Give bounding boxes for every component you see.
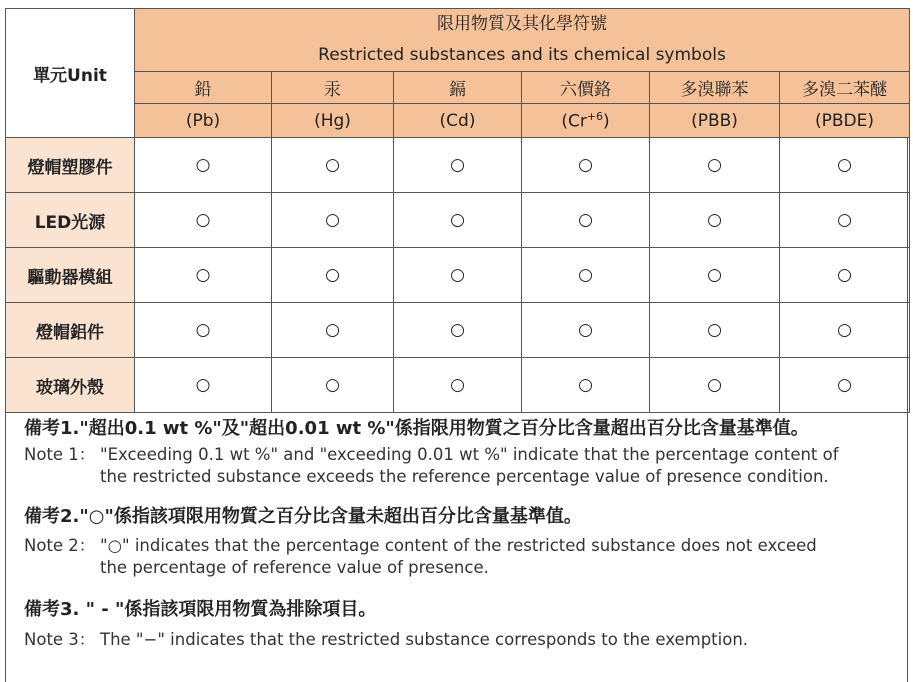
- note-1-en: [24, 444, 904, 488]
- compliance-cell: ○: [522, 248, 650, 303]
- compliance-cell: ○: [135, 138, 272, 193]
- table-row: [6, 248, 910, 303]
- compliance-cell: ○: [650, 303, 780, 358]
- compliance-cell: ○: [650, 358, 780, 413]
- compliance-cell: ○: [135, 248, 272, 303]
- row-unit-label: 驅動器模組: [6, 248, 135, 303]
- header-row-cn: [6, 72, 910, 104]
- compliance-cell: ○: [522, 138, 650, 193]
- substance-symbol-hg: (Hg): [272, 104, 394, 138]
- unit-header: 單元Unit: [6, 9, 135, 138]
- table-row: [6, 138, 910, 193]
- compliance-cell: ○: [272, 138, 394, 193]
- compliance-cell: ○: [394, 303, 522, 358]
- substance-cn-hg: 汞: [272, 72, 394, 104]
- note-2-en: [24, 535, 904, 579]
- note-2-cn: 備考2."○"係指該項限用物質之百分比含量未超出百分比含量基準值。: [24, 506, 582, 527]
- substance-symbol-cd: (Cd): [394, 104, 522, 138]
- note-3-line1: The "−" indicates that the restricted substance corresponds to the exemption.: [100, 630, 749, 649]
- table-row: [6, 358, 910, 413]
- compliance-cell: ○: [650, 193, 780, 248]
- compliance-cell: ○: [135, 358, 272, 413]
- substance-symbol-pbde: (PBDE): [780, 104, 910, 138]
- header-row-title: [6, 9, 910, 72]
- compliance-cell: ○: [135, 303, 272, 358]
- compliance-cell: ○: [780, 193, 910, 248]
- note-1-label: Note 1：: [24, 445, 96, 464]
- note-2-line2: the percentage of reference value of presence.: [100, 558, 489, 577]
- table-row: [6, 193, 910, 248]
- compliance-cell: ○: [522, 193, 650, 248]
- compliance-cell: ○: [135, 193, 272, 248]
- restricted-substances-table: [5, 8, 910, 413]
- substance-cn-pbde: 多溴二苯醚: [780, 72, 910, 104]
- substance-symbol-pbb: (PBB): [650, 104, 780, 138]
- compliance-cell: ○: [780, 358, 910, 413]
- row-unit-label: 燈帽塑膠件: [6, 138, 135, 193]
- note-3-en: [24, 629, 904, 651]
- compliance-cell: ○: [522, 358, 650, 413]
- compliance-cell: ○: [394, 358, 522, 413]
- cr-symbol-prefix: (Cr: [561, 111, 587, 132]
- compliance-cell: ○: [272, 193, 394, 248]
- note-1-cn: 備考1."超出0.1 wt %"及"超出0.01 wt %"係指限用物質之百分比含量超出百分比含量基準值。: [24, 418, 809, 439]
- compliance-cell: ○: [394, 193, 522, 248]
- compliance-cell: ○: [780, 248, 910, 303]
- note-1-line2: the restricted substance exceeds the reference percentage value of presence condition.: [100, 467, 829, 486]
- note-1-line1: "Exceeding 0.1 wt %" and "exceeding 0.01 wt %" indicate that the percentage content of: [100, 445, 839, 464]
- compliance-cell: ○: [650, 248, 780, 303]
- substances-title-cell: [135, 9, 910, 72]
- compliance-cell: ○: [394, 248, 522, 303]
- compliance-cell: ○: [522, 303, 650, 358]
- compliance-cell: ○: [780, 303, 910, 358]
- title-en: Restricted substances and its chemical symbols: [318, 45, 726, 65]
- table-row: [6, 303, 910, 358]
- substance-cn-pbb: 多溴聯苯: [650, 72, 780, 104]
- compliance-cell: ○: [272, 358, 394, 413]
- substance-cn-cr6: 六價鉻: [522, 72, 650, 104]
- note-3-cn: 備考3. " - "係指該項限用物質為排除項目。: [24, 599, 377, 620]
- compliance-cell: ○: [394, 138, 522, 193]
- compliance-cell: ○: [272, 303, 394, 358]
- row-unit-label: 燈帽鋁件: [6, 303, 135, 358]
- title-cn: 限用物質及其化學符號: [437, 14, 607, 34]
- substance-symbol-cr6: [522, 104, 650, 138]
- cr-symbol-suffix: ): [603, 111, 610, 132]
- header-row-symbol: [6, 104, 910, 138]
- substance-symbol-pb: (Pb): [135, 104, 272, 138]
- notes-section: [24, 414, 904, 651]
- substance-cn-cd: 鎘: [394, 72, 522, 104]
- compliance-cell: ○: [780, 138, 910, 193]
- note-3-label: Note 3：: [24, 630, 96, 649]
- note-2-line1: "○" indicates that the percentage content of the restricted substance does not exceed: [100, 536, 817, 555]
- row-unit-label: LED光源: [6, 193, 135, 248]
- row-unit-label: 玻璃外殼: [6, 358, 135, 413]
- note-2-label: Note 2：: [24, 536, 96, 555]
- compliance-cell: ○: [272, 248, 394, 303]
- substance-cn-pb: 鉛: [135, 72, 272, 104]
- compliance-cell: ○: [650, 138, 780, 193]
- cr-symbol-superscript: +6: [586, 109, 604, 123]
